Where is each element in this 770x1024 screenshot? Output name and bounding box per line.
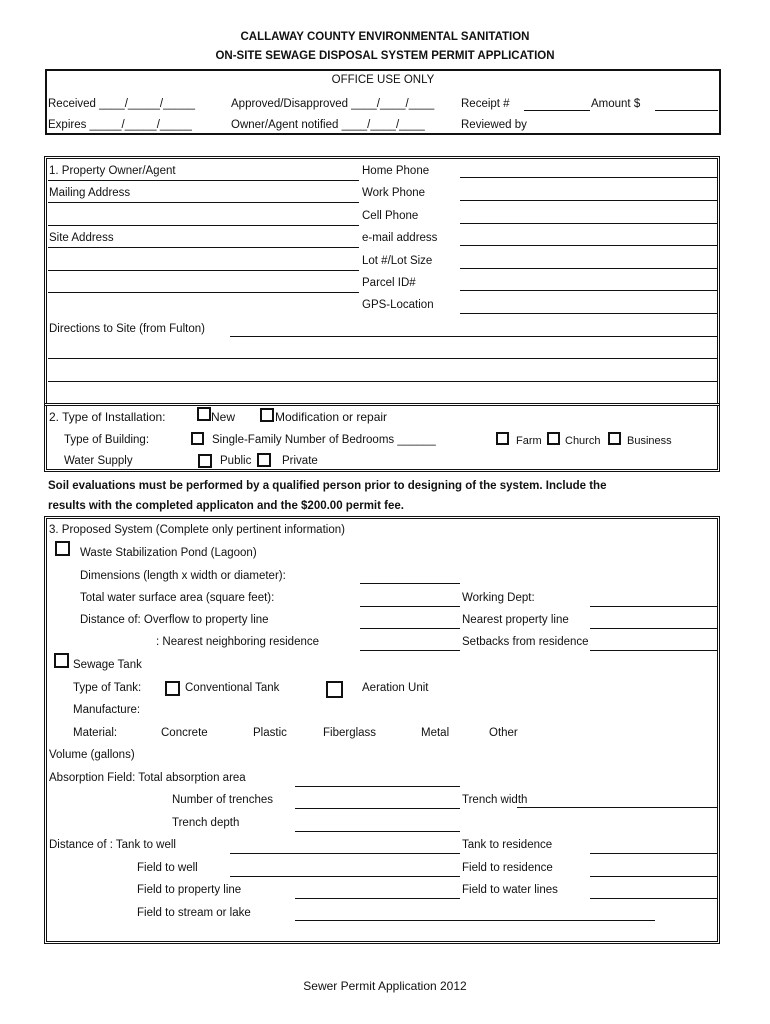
cell-phone-label: Cell Phone [362, 210, 419, 222]
other-option[interactable]: Other [489, 727, 518, 739]
nearest-res-line[interactable] [360, 650, 460, 651]
notice-line-1: Soil evaluations must be performed by a qualified person prior to designing of the system. Include the [48, 480, 607, 492]
directions-label: Directions to Site (from Fulton) [49, 323, 205, 335]
amount-label: Amount $ [591, 98, 641, 110]
directions-line-1[interactable] [230, 336, 717, 337]
trenches-label: Number of trenches [172, 794, 273, 806]
setbacks-label: Setbacks from residence [462, 636, 589, 648]
church-label: Church [565, 435, 601, 447]
reviewed-label: Reviewed by [461, 119, 527, 131]
gps-line[interactable] [460, 313, 717, 314]
notified-label: Owner/Agent notified ____/____/____ [231, 119, 425, 131]
receipt-label: Receipt # [461, 98, 510, 110]
concrete-option[interactable]: Concrete [161, 727, 208, 739]
new-checkbox[interactable] [197, 407, 211, 421]
field-well-label: Field to well [137, 862, 198, 874]
water-area-label: Total water surface area (square feet): [80, 592, 275, 604]
field-res-label: Field to residence [462, 862, 553, 874]
water-supply-label: Water Supply [64, 455, 133, 467]
conventional-label: Conventional Tank [185, 682, 280, 694]
fiberglass-option[interactable]: Fiberglass [323, 727, 377, 739]
section-3-heading: 3. Proposed System (Complete only pertinent information) [49, 524, 345, 536]
amount-line[interactable] [655, 110, 718, 111]
mailing-label: Mailing Address [49, 187, 131, 199]
plastic-option[interactable]: Plastic [253, 727, 287, 739]
expires-label: Expires _____/_____/_____ [48, 119, 192, 131]
nearest-res-label: : Nearest neighboring residence [156, 636, 320, 648]
approved-label: Approved/Disapproved ____/____/____ [231, 98, 435, 110]
parcel-label: Parcel ID# [362, 277, 416, 289]
absorption-line[interactable] [295, 786, 460, 787]
working-dept-label: Working Dept: [462, 592, 535, 604]
modification-label: Modification or repair [275, 410, 388, 424]
cell-phone-line[interactable] [460, 223, 717, 224]
public-checkbox[interactable] [198, 454, 212, 468]
nearest-prop-line[interactable] [590, 628, 717, 629]
water-area-line[interactable] [360, 606, 460, 607]
work-phone-label: Work Phone [362, 187, 426, 199]
field-stream-line[interactable] [295, 920, 655, 921]
field-prop-line[interactable] [295, 898, 460, 899]
owner-label: 1. Property Owner/Agent [49, 165, 176, 177]
public-label: Public [220, 455, 252, 467]
tank-res-line[interactable] [590, 853, 717, 854]
business-label: Business [627, 435, 672, 447]
field-water-line[interactable] [590, 898, 717, 899]
field-res-line[interactable] [590, 876, 717, 877]
home-phone-label: Home Phone [362, 165, 430, 177]
footer-text: Sewer Permit Application 2012 [303, 979, 467, 993]
received-label: Received ____/_____/_____ [48, 98, 196, 110]
office-use-heading: OFFICE USE ONLY [331, 74, 435, 86]
type-install-label: 2. Type of Installation: [49, 410, 166, 424]
lagoon-label: Waste Stabilization Pond (Lagoon) [80, 547, 257, 559]
single-family-label: Single-Family Number of Bedrooms ______ [212, 434, 436, 446]
dist-overflow-line[interactable] [360, 628, 460, 629]
notice-line-2: results with the completed applicaton and the $200.00 permit fee. [48, 500, 404, 512]
dimensions-line[interactable] [360, 583, 460, 584]
parcel-line[interactable] [460, 290, 717, 291]
sewage-tank-checkbox[interactable] [54, 653, 69, 668]
gps-label: GPS-Location [362, 299, 434, 311]
dist-overflow-label: Distance of: Overflow to property line [80, 614, 269, 626]
field-well-line[interactable] [230, 876, 460, 877]
work-phone-line[interactable] [460, 200, 717, 201]
farm-label: Farm [516, 435, 542, 447]
lot-label: Lot #/Lot Size [362, 255, 433, 267]
site-address-label: Site Address [49, 232, 114, 244]
title-line-1: CALLAWAY COUNTY ENVIRONMENTAL SANITATION [240, 31, 530, 43]
site-line-1[interactable] [48, 247, 359, 248]
private-checkbox[interactable] [257, 453, 271, 467]
title-line-2: ON-SITE SEWAGE DISPOSAL SYSTEM PERMIT APPLICATION [215, 50, 555, 62]
trenches-line[interactable] [295, 808, 460, 809]
field-stream-label: Field to stream or lake [137, 907, 251, 919]
type-building-label: Type of Building: [64, 434, 150, 446]
directions-line-3[interactable] [48, 381, 717, 382]
trench-depth-label: Trench depth [172, 817, 240, 829]
receipt-line[interactable] [524, 110, 590, 111]
aeration-checkbox[interactable] [326, 681, 343, 698]
modification-checkbox[interactable] [260, 408, 274, 422]
volume-label: Volume (gallons) [49, 749, 135, 761]
conventional-checkbox[interactable] [165, 681, 180, 696]
dist-tank-well-label: Distance of : Tank to well [49, 839, 176, 851]
working-dept-line[interactable] [590, 606, 717, 607]
aeration-label: Aeration Unit [362, 682, 429, 694]
directions-line-2[interactable] [48, 358, 717, 359]
type-tank-label: Type of Tank: [73, 682, 142, 694]
lot-line[interactable] [460, 268, 717, 269]
farm-checkbox[interactable] [496, 432, 509, 445]
site-line-3[interactable] [48, 292, 359, 293]
lagoon-checkbox[interactable] [55, 541, 70, 556]
sewage-tank-label: Sewage Tank [73, 659, 142, 671]
dimensions-label: Dimensions (length x width or diameter): [80, 570, 286, 582]
setbacks-line[interactable] [590, 650, 717, 651]
new-label: New [211, 410, 236, 424]
metal-option[interactable]: Metal [421, 727, 450, 739]
email-label: e-mail address [362, 232, 438, 244]
mailing-line-1[interactable] [48, 202, 359, 203]
material-label: Material: [73, 727, 118, 739]
field-prop-label: Field to property line [137, 884, 242, 896]
email-line[interactable] [460, 245, 717, 246]
manufacture-label: Manufacture: [73, 704, 141, 716]
trench-depth-line[interactable] [295, 831, 460, 832]
site-line-2[interactable] [48, 270, 359, 271]
owner-line[interactable] [48, 180, 359, 181]
tank-res-label: Tank to residence [462, 839, 553, 851]
single-family-checkbox[interactable] [191, 432, 204, 445]
private-label: Private [282, 455, 318, 467]
trench-width-line[interactable] [517, 807, 717, 808]
church-checkbox[interactable] [547, 432, 560, 445]
tank-well-line[interactable] [230, 853, 460, 854]
trench-width-label: Trench width [462, 794, 528, 806]
field-water-label: Field to water lines [462, 884, 558, 896]
business-checkbox[interactable] [608, 432, 621, 445]
absorption-label: Absorption Field: Total absorption area [49, 772, 246, 784]
mailing-line-2[interactable] [48, 225, 359, 226]
home-phone-line[interactable] [460, 177, 717, 178]
nearest-prop-label: Nearest property line [462, 614, 569, 626]
